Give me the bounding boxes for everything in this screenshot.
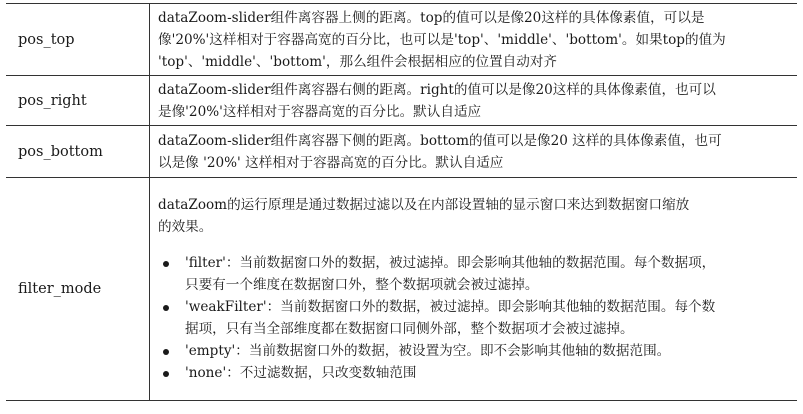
bullet-icon: [163, 371, 169, 377]
table-row-pos-bottom: [6, 126, 797, 178]
list-item-line: 'empty'：当前数据窗口外的数据，被设置为空。即不会影响其他轴的数据范围。: [185, 343, 671, 359]
description-line: dataZoom-slider组件离容器下侧的距离。bottom的值可以是像20 这样的具体像素值，也可: [158, 132, 722, 149]
description-line: dataZoom-slider组件离容器右侧的距离。right的值可以是像20这样的具体像素值，也可以: [158, 81, 716, 98]
param-name: filter_mode: [6, 178, 150, 401]
filter-mode-list: [158, 252, 789, 384]
list-item: [158, 340, 789, 362]
bullet-icon: [163, 261, 169, 267]
param-name: pos_bottom: [6, 126, 150, 178]
list-item-line: 'weakFilter'：当前数据窗口外的数据，被过滤掉。即会影响其他轴的数据范围。每个数: [185, 299, 716, 315]
description-line: dataZoom的运行原理是通过数据过滤以及在内部设置轴的显示窗口来达到数据窗口缩放: [158, 197, 690, 213]
parameter-table: [6, 3, 797, 401]
bullet-icon: [163, 349, 169, 355]
description-line: 'top'、'middle'、'bottom'，那么组件会根据相应的位置自动对齐: [158, 53, 557, 70]
table-row-pos-right: [6, 76, 797, 126]
description-line: 以是像 '20%' 这样相对于容器高宽的百分比。默认自适应: [158, 154, 504, 171]
list-item: [158, 362, 789, 384]
list-item: [158, 252, 789, 296]
description-line: 的效果。: [158, 219, 213, 235]
table-row-filter-mode: [6, 178, 797, 401]
list-item-line: 只要有一个维度在数据窗口外，整个数据项就会被过滤掉。: [185, 277, 539, 293]
description-line: dataZoom-slider组件离容器上侧的距离。top的值可以是像20这样的具体像素值，可以是: [158, 9, 705, 26]
list-item-line: 据项，只有当全部维度都在数据窗口同侧外部，整个数据项才会被过滤掉。: [185, 321, 634, 337]
list-item-line: 'filter'：当前数据窗口外的数据，被过滤掉。即会影响其他轴的数据范围。每个数据项，: [185, 255, 716, 271]
param-description: [150, 178, 798, 401]
param-name: pos_top: [6, 4, 150, 76]
description-line: 像'20%'这样相对于容器高宽的百分比，也可以是'top'、'middle'、'bottom'。如果top的值为: [158, 31, 726, 48]
list-item: [158, 296, 789, 340]
list-item-line: 'none'：不过滤数据，只改变数轴范围: [185, 365, 417, 381]
table-row-pos-top: [6, 4, 797, 76]
param-description: [150, 4, 798, 76]
param-description: [150, 126, 798, 178]
bullet-icon: [163, 305, 169, 311]
param-description: [150, 76, 798, 126]
param-name: pos_right: [6, 76, 150, 126]
description-line: 是像'20%'这样相对于容器高宽的百分比。默认自适应: [158, 103, 482, 120]
